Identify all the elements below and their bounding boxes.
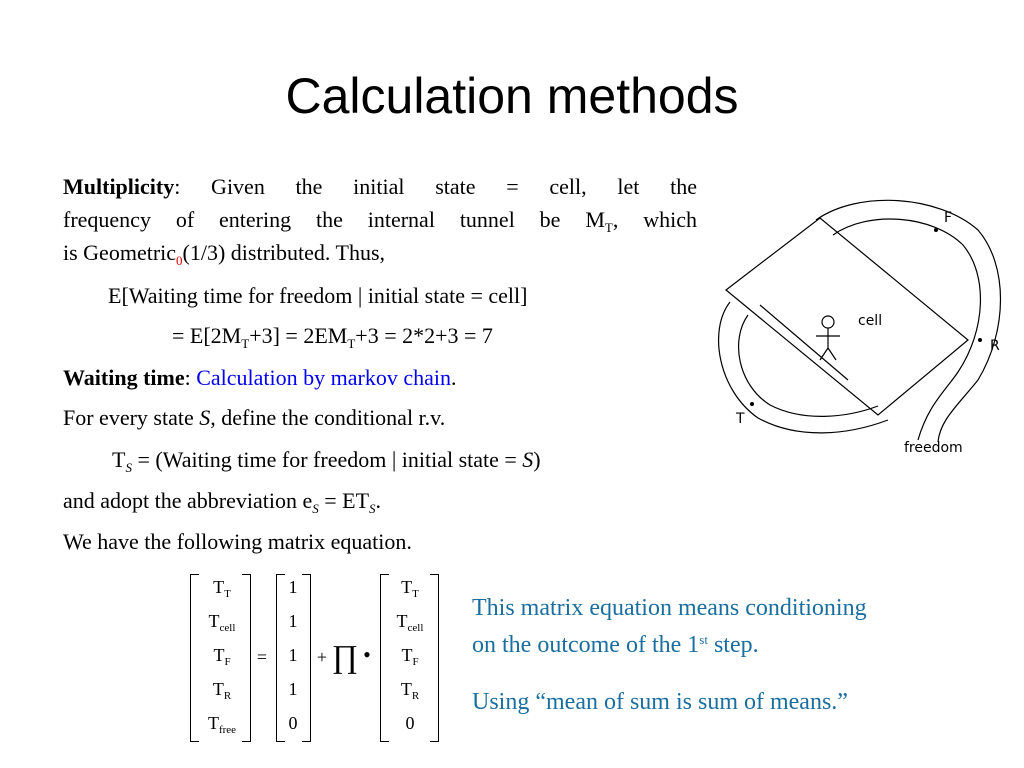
note-line-3: Using “mean of sum is sum of means.” (472, 689, 848, 715)
cell-room-wall (726, 218, 968, 415)
multiplicity-line-2-text: frequency of entering the internal tunnel be M (63, 207, 605, 232)
maze-diagram (708, 190, 1008, 465)
ts-symbol: T (112, 447, 126, 472)
ts-subscript: S (125, 460, 132, 475)
ts-definition-text: = (Waiting time for freedom | initial state = (131, 447, 523, 472)
inner-channel-wall (833, 219, 980, 440)
multiplicity-line-2-end: , which (612, 207, 697, 232)
waiting-time-line (63, 361, 697, 394)
point-r-marker (978, 338, 982, 342)
left-bracket-open (190, 574, 199, 742)
multiplicity-line-3-end: (1/3) distributed. Thus, (182, 240, 385, 265)
transition-matrix-symbol: ∏ (331, 638, 359, 674)
ones-entry: 1 (288, 645, 298, 665)
ts-definition-end: ) (533, 447, 541, 472)
matrix-intro: We have the following matrix equation. (63, 529, 412, 554)
state-variable: S (199, 405, 211, 430)
point-t-marker (750, 402, 754, 406)
multiplicity-line-2 (63, 203, 697, 236)
abbreviation-text: and adopt the abbreviation e (63, 488, 313, 513)
eq2-subscript-1: T (241, 336, 250, 351)
multiplicity-label: Multiplicity (63, 174, 175, 199)
label-r: R (990, 338, 1000, 354)
ones-entry: 1 (288, 679, 298, 699)
eq2-part-b: +3] = 2EM (249, 323, 348, 348)
multiplicity-line-1-text: : Given the initial state = cell, let the (174, 174, 697, 199)
label-t: T (736, 411, 745, 427)
rhs-entry-tf: $T_F$ (401, 645, 419, 668)
expectation-equation-1: E[Waiting time for freedom | initial state = cell] (108, 283, 528, 308)
waiting-time-label: Waiting time (63, 365, 185, 390)
person-icon (816, 316, 840, 360)
lhs-entry-tfree: $T_{free}$ (207, 713, 237, 736)
equals-sign: = (256, 647, 268, 667)
note-line-2-end: step. (707, 632, 759, 658)
multiplicity-line-3-text: is Geometric (63, 240, 177, 265)
abbreviation-mid: = ET (318, 488, 370, 513)
ones-entry: 1 (288, 611, 298, 631)
eq2-part-c: +3 = 2*2+3 = 7 (355, 323, 493, 348)
state-definition-text: For every state (63, 405, 200, 430)
note-line-2 (472, 628, 759, 662)
ordinal-superscript: st (699, 632, 708, 647)
eq2-part-a: = E[2M (172, 323, 242, 348)
expectation-equation-2 (172, 319, 692, 352)
rhs-entry-tr: $T_R$ (400, 679, 420, 702)
rhs-entry-tcell: $T_{cell}$ (396, 611, 424, 634)
note-line-2-text: on the outcome of the 1 (472, 632, 700, 658)
multiplicity-line-3 (63, 236, 697, 269)
state-definition-line (63, 401, 697, 434)
state-definition-end: , define the conditional r.v. (210, 405, 446, 430)
rhs-entry-tt: $T_T$ (401, 577, 419, 600)
waiting-time-period: . (451, 365, 457, 390)
rhs-entry-zero: 0 (405, 713, 415, 733)
plus-sign: + (316, 647, 328, 667)
label-cell: cell (858, 313, 883, 329)
lhs-entry-tcell: $T_{cell}$ (208, 611, 236, 634)
eq2-subscript-2: T (347, 336, 356, 351)
outer-channel-wall (816, 200, 1001, 442)
ts-definition (112, 443, 712, 476)
dot-product: • (363, 642, 371, 667)
tunnel-inner-wall (739, 315, 878, 416)
abbreviation-end: . (375, 488, 382, 513)
point-f-marker (934, 228, 938, 232)
lhs-entry-tr: $T_R$ (212, 679, 232, 702)
tunnel-divider (760, 305, 848, 380)
abbreviation-line (63, 484, 697, 517)
ets-subscript: S (369, 501, 376, 516)
matrix-equation (190, 574, 450, 740)
note-line-1: This matrix equation means conditioning (472, 595, 867, 621)
ones-entry: 0 (288, 713, 298, 733)
geometric-subscript: 0 (176, 253, 183, 268)
slide-title: Calculation methods (285, 68, 739, 124)
mt-subscript: T (604, 220, 613, 235)
waiting-time-colon: : (184, 365, 197, 390)
multiplicity-line-1 (63, 170, 697, 203)
label-f: F (944, 210, 953, 226)
ones-entry: 1 (288, 577, 298, 597)
ts-state-variable: S (522, 447, 534, 472)
lhs-entry-tf: $T_F$ (213, 645, 231, 668)
es-subscript: S (312, 501, 319, 516)
lhs-entry-tt: $T_T$ (213, 577, 231, 600)
label-freedom: freedom (904, 440, 963, 456)
markov-chain-link[interactable]: Calculation by markov chain (196, 365, 451, 390)
